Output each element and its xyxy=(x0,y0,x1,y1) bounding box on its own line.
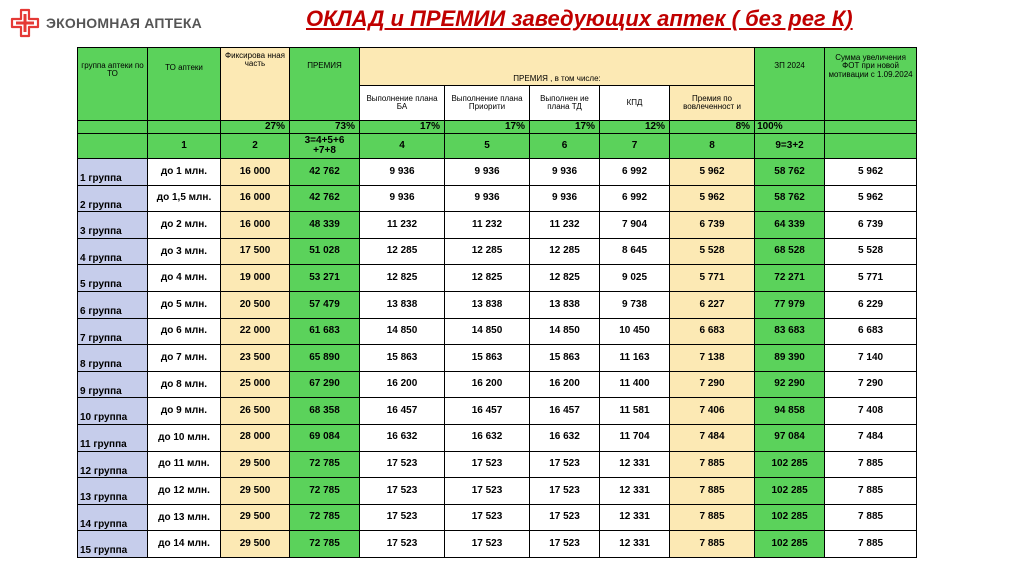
row-priority: 13 838 xyxy=(445,291,530,318)
colnum-5: 5 xyxy=(445,134,530,159)
row-to: до 13 млн. xyxy=(148,504,221,531)
row-kpd: 12 331 xyxy=(600,478,670,505)
percent-cell xyxy=(148,121,221,134)
salary-table xyxy=(77,47,917,558)
row-td: 16 200 xyxy=(530,371,600,398)
row-kpd: 12 331 xyxy=(600,504,670,531)
header-zp: ЗП 2024 xyxy=(755,48,825,121)
row-increase: 5 771 xyxy=(825,265,917,292)
row-zp: 94 858 xyxy=(755,398,825,425)
header-kpd: КПД xyxy=(600,86,670,121)
row-involve: 7 138 xyxy=(670,345,755,372)
header-premium-incl: ПРЕМИЯ , в том числе: xyxy=(360,48,755,86)
row-group: 13 группа xyxy=(78,478,148,505)
row-td: 13 838 xyxy=(530,291,600,318)
row-increase: 5 962 xyxy=(825,159,917,186)
row-td: 17 523 xyxy=(530,504,600,531)
row-premium: 61 683 xyxy=(290,318,360,345)
row-group: 6 группа xyxy=(78,291,148,318)
percent-cell xyxy=(78,121,148,134)
row-priority: 17 523 xyxy=(445,451,530,478)
row-ba: 16 200 xyxy=(360,371,445,398)
row-to: до 1 млн. xyxy=(148,159,221,186)
row-priority: 15 863 xyxy=(445,345,530,372)
colnum-empty xyxy=(825,134,917,159)
row-premium: 68 358 xyxy=(290,398,360,425)
row-to: до 1,5 млн. xyxy=(148,185,221,212)
row-increase: 5 528 xyxy=(825,238,917,265)
row-kpd: 11 581 xyxy=(600,398,670,425)
row-involve: 5 771 xyxy=(670,265,755,292)
row-ba: 9 936 xyxy=(360,185,445,212)
table-row xyxy=(78,212,917,239)
row-premium: 65 890 xyxy=(290,345,360,372)
row-fixed: 20 500 xyxy=(221,291,290,318)
row-kpd: 11 704 xyxy=(600,424,670,451)
row-td: 11 232 xyxy=(530,212,600,239)
table-row xyxy=(78,159,917,186)
row-priority: 9 936 xyxy=(445,185,530,212)
row-to: до 6 млн. xyxy=(148,318,221,345)
row-kpd: 12 331 xyxy=(600,451,670,478)
row-increase: 7 290 xyxy=(825,371,917,398)
logo xyxy=(10,8,202,38)
row-involve: 6 683 xyxy=(670,318,755,345)
header-td: Выполнен ие плана ТД xyxy=(530,86,600,121)
row-td: 9 936 xyxy=(530,159,600,186)
row-group: 11 группа xyxy=(78,424,148,451)
row-priority: 14 850 xyxy=(445,318,530,345)
row-to: до 8 млн. xyxy=(148,371,221,398)
row-fixed: 22 000 xyxy=(221,318,290,345)
row-td: 17 523 xyxy=(530,451,600,478)
row-group: 15 группа xyxy=(78,531,148,558)
page-title: ОКЛАД и ПРЕМИИ заведующих аптек ( без рег К) xyxy=(306,6,853,31)
table-row xyxy=(78,265,917,292)
row-ba: 12 285 xyxy=(360,238,445,265)
row-group: 9 группа xyxy=(78,371,148,398)
row-group: 4 группа xyxy=(78,238,148,265)
row-premium: 72 785 xyxy=(290,451,360,478)
table-row xyxy=(78,451,917,478)
row-group: 3 группа xyxy=(78,212,148,239)
percent-premium: 73% xyxy=(290,121,360,134)
row-group: 5 группа xyxy=(78,265,148,292)
row-zp: 83 683 xyxy=(755,318,825,345)
row-involve: 7 885 xyxy=(670,504,755,531)
row-kpd: 6 992 xyxy=(600,159,670,186)
row-priority: 17 523 xyxy=(445,504,530,531)
row-involve: 7 885 xyxy=(670,478,755,505)
row-to: до 14 млн. xyxy=(148,531,221,558)
row-premium: 72 785 xyxy=(290,531,360,558)
row-kpd: 9 738 xyxy=(600,291,670,318)
row-involve: 5 962 xyxy=(670,185,755,212)
row-td: 15 863 xyxy=(530,345,600,372)
row-premium: 42 762 xyxy=(290,185,360,212)
row-ba: 15 863 xyxy=(360,345,445,372)
row-increase: 7 885 xyxy=(825,504,917,531)
row-increase: 7 140 xyxy=(825,345,917,372)
row-increase: 7 484 xyxy=(825,424,917,451)
row-fixed: 17 500 xyxy=(221,238,290,265)
row-group: 1 группа xyxy=(78,159,148,186)
header-row-1 xyxy=(78,48,917,86)
row-td: 16 457 xyxy=(530,398,600,425)
table-row xyxy=(78,318,917,345)
row-to: до 9 млн. xyxy=(148,398,221,425)
row-zp: 102 285 xyxy=(755,451,825,478)
row-ba: 11 232 xyxy=(360,212,445,239)
row-zp: 102 285 xyxy=(755,504,825,531)
row-zp: 58 762 xyxy=(755,159,825,186)
colnum-4: 4 xyxy=(360,134,445,159)
row-to: до 10 млн. xyxy=(148,424,221,451)
percent-fixed: 27% xyxy=(221,121,290,134)
row-ba: 17 523 xyxy=(360,478,445,505)
row-td: 9 936 xyxy=(530,185,600,212)
row-fixed: 23 500 xyxy=(221,345,290,372)
row-fixed: 29 500 xyxy=(221,451,290,478)
row-fixed: 16 000 xyxy=(221,185,290,212)
row-group: 8 группа xyxy=(78,345,148,372)
row-involve: 6 227 xyxy=(670,291,755,318)
row-ba: 17 523 xyxy=(360,504,445,531)
row-fixed: 29 500 xyxy=(221,504,290,531)
row-group: 14 группа xyxy=(78,504,148,531)
row-involve: 7 885 xyxy=(670,531,755,558)
row-increase: 6 229 xyxy=(825,291,917,318)
header-involve: Премия по вовлеченност и xyxy=(670,86,755,121)
row-fixed: 25 000 xyxy=(221,371,290,398)
row-zp: 68 528 xyxy=(755,238,825,265)
row-priority: 16 200 xyxy=(445,371,530,398)
header-to: ТО аптеки xyxy=(148,48,221,121)
row-group: 7 группа xyxy=(78,318,148,345)
row-premium: 42 762 xyxy=(290,159,360,186)
row-td: 17 523 xyxy=(530,531,600,558)
header-increase: Сумма увеличения ФОТ при новой мотивации с 1.09.2024 xyxy=(825,48,917,121)
row-increase: 6 683 xyxy=(825,318,917,345)
row-to: до 5 млн. xyxy=(148,291,221,318)
row-ba: 14 850 xyxy=(360,318,445,345)
pharmacy-cross-icon xyxy=(10,8,40,38)
table-row xyxy=(78,531,917,558)
table-row xyxy=(78,478,917,505)
percent-ba: 17% xyxy=(360,121,445,134)
row-ba: 17 523 xyxy=(360,451,445,478)
colnum-7: 7 xyxy=(600,134,670,159)
data-rows xyxy=(78,159,917,558)
row-td: 17 523 xyxy=(530,478,600,505)
row-priority: 16 457 xyxy=(445,398,530,425)
row-fixed: 16 000 xyxy=(221,159,290,186)
header-premium: ПРЕМИЯ xyxy=(290,48,360,121)
row-group: 10 группа xyxy=(78,398,148,425)
row-fixed: 28 000 xyxy=(221,424,290,451)
row-fixed: 16 000 xyxy=(221,212,290,239)
table-row xyxy=(78,238,917,265)
row-to: до 3 млн. xyxy=(148,238,221,265)
colnum-8: 8 xyxy=(670,134,755,159)
row-kpd: 6 992 xyxy=(600,185,670,212)
row-priority: 17 523 xyxy=(445,478,530,505)
row-increase: 5 962 xyxy=(825,185,917,212)
row-zp: 89 390 xyxy=(755,345,825,372)
table-row xyxy=(78,371,917,398)
row-increase: 7 408 xyxy=(825,398,917,425)
row-priority: 12 285 xyxy=(445,238,530,265)
row-involve: 7 885 xyxy=(670,451,755,478)
row-involve: 6 739 xyxy=(670,212,755,239)
row-premium: 51 028 xyxy=(290,238,360,265)
row-ba: 17 523 xyxy=(360,531,445,558)
table-row xyxy=(78,424,917,451)
header-group: группа аптеки по ТО xyxy=(78,48,148,121)
row-zp: 72 271 xyxy=(755,265,825,292)
percent-priority: 17% xyxy=(445,121,530,134)
percent-involve: 8% xyxy=(670,121,755,134)
row-involve: 7 290 xyxy=(670,371,755,398)
row-premium: 53 271 xyxy=(290,265,360,292)
row-kpd: 12 331 xyxy=(600,531,670,558)
table-row xyxy=(78,345,917,372)
row-td: 16 632 xyxy=(530,424,600,451)
logo-text: ЭКОНОМНАЯ АПТЕКА xyxy=(46,15,202,31)
row-priority: 12 825 xyxy=(445,265,530,292)
colnum-9: 9=3+2 xyxy=(755,134,825,159)
percent-row xyxy=(78,121,917,134)
row-priority: 9 936 xyxy=(445,159,530,186)
row-increase: 7 885 xyxy=(825,478,917,505)
row-involve: 7 406 xyxy=(670,398,755,425)
row-kpd: 9 025 xyxy=(600,265,670,292)
row-increase: 7 885 xyxy=(825,531,917,558)
colnum-3: 3=4+5+6 +7+8 xyxy=(290,134,360,159)
row-kpd: 7 904 xyxy=(600,212,670,239)
row-to: до 4 млн. xyxy=(148,265,221,292)
percent-td: 17% xyxy=(530,121,600,134)
row-priority: 16 632 xyxy=(445,424,530,451)
percent-kpd: 12% xyxy=(600,121,670,134)
row-priority: 11 232 xyxy=(445,212,530,239)
row-zp: 77 979 xyxy=(755,291,825,318)
row-ba: 16 457 xyxy=(360,398,445,425)
colnum-2: 2 xyxy=(221,134,290,159)
row-increase: 6 739 xyxy=(825,212,917,239)
row-involve: 5 528 xyxy=(670,238,755,265)
table-row xyxy=(78,291,917,318)
column-number-row xyxy=(78,134,917,159)
row-td: 14 850 xyxy=(530,318,600,345)
header-priority: Выполнение плана Приорити xyxy=(445,86,530,121)
row-involve: 5 962 xyxy=(670,159,755,186)
row-ba: 12 825 xyxy=(360,265,445,292)
header-ba: Выполнение плана БА xyxy=(360,86,445,121)
row-zp: 58 762 xyxy=(755,185,825,212)
row-td: 12 825 xyxy=(530,265,600,292)
colnum-empty xyxy=(78,134,148,159)
row-kpd: 11 163 xyxy=(600,345,670,372)
row-premium: 72 785 xyxy=(290,504,360,531)
row-premium: 48 339 xyxy=(290,212,360,239)
row-involve: 7 484 xyxy=(670,424,755,451)
colnum-1: 1 xyxy=(148,134,221,159)
row-group: 2 группа xyxy=(78,185,148,212)
row-ba: 9 936 xyxy=(360,159,445,186)
table-row xyxy=(78,185,917,212)
percent-cell xyxy=(825,121,917,134)
row-to: до 12 млн. xyxy=(148,478,221,505)
row-premium: 69 084 xyxy=(290,424,360,451)
row-premium: 67 290 xyxy=(290,371,360,398)
row-zp: 102 285 xyxy=(755,478,825,505)
row-td: 12 285 xyxy=(530,238,600,265)
table-row xyxy=(78,398,917,425)
colnum-6: 6 xyxy=(530,134,600,159)
row-zp: 64 339 xyxy=(755,212,825,239)
row-to: до 2 млн. xyxy=(148,212,221,239)
row-fixed: 26 500 xyxy=(221,398,290,425)
row-premium: 72 785 xyxy=(290,478,360,505)
header-fixed: Фиксирова нная часть xyxy=(221,48,290,121)
row-zp: 92 290 xyxy=(755,371,825,398)
row-fixed: 19 000 xyxy=(221,265,290,292)
row-premium: 57 479 xyxy=(290,291,360,318)
row-priority: 17 523 xyxy=(445,531,530,558)
row-zp: 97 084 xyxy=(755,424,825,451)
row-to: до 7 млн. xyxy=(148,345,221,372)
row-zp: 102 285 xyxy=(755,531,825,558)
row-kpd: 8 645 xyxy=(600,238,670,265)
row-fixed: 29 500 xyxy=(221,478,290,505)
row-increase: 7 885 xyxy=(825,451,917,478)
row-group: 12 группа xyxy=(78,451,148,478)
row-ba: 13 838 xyxy=(360,291,445,318)
row-kpd: 10 450 xyxy=(600,318,670,345)
percent-zp: 100% xyxy=(755,121,825,134)
row-to: до 11 млн. xyxy=(148,451,221,478)
row-kpd: 11 400 xyxy=(600,371,670,398)
table-row xyxy=(78,504,917,531)
row-ba: 16 632 xyxy=(360,424,445,451)
row-fixed: 29 500 xyxy=(221,531,290,558)
